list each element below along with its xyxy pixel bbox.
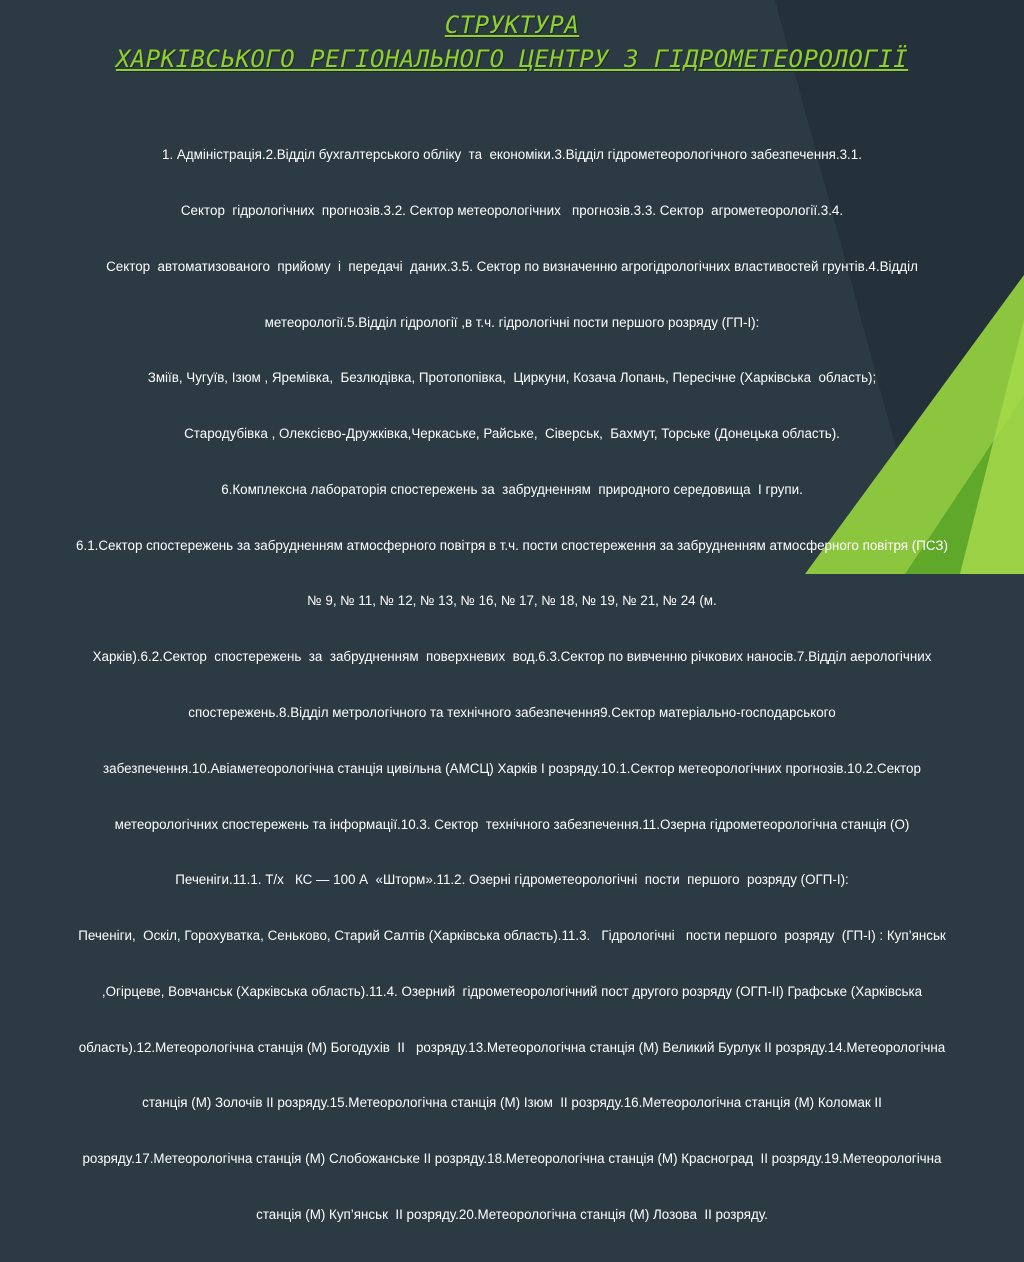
body-line-6: Стародубівка , Олексієво-Дружківка,Черкаське, Райське, Сіверськ, Бахмут, Торське (Донецька область). xyxy=(184,426,840,442)
body-line-5: Зміїв, Чугуїв, Ізюм , Яремівка, Безлюдівка, Протопопівка, Циркуни, Козача Лопань, Пересічне (Харківська область); xyxy=(147,370,877,386)
body-line-14: Печеніги.11.1. Т/х КС — 100 А «Шторм».11.2. Озерні гідрометеорологічні пости першого розряду (ОГП-І): xyxy=(175,872,849,888)
body-line-1: 1. Адміністрація.2.Відділ бухгалтерського обліку та економіки.3.Відділ гідрометеорологічного забезпечення.3.1. xyxy=(162,147,862,163)
structure-text xyxy=(4,109,1020,1262)
body-line-16: ,Огірцеве, Вовчанськ (Харківська область).11.4. Озерний гідрометеорологічний пост другого розряду (ОГП-ІІ) Графське (Харківська xyxy=(101,983,923,999)
body-line-19: розряду.17.Метеорологічна станція (М) Слобожанське ІІ розряду.18.Метеорологічна станція (М) Красноград ІІ розряду.19.Метеорологічна xyxy=(82,1151,942,1167)
body-line-10: Харків).6.2.Сектор спостережень за забрудненням поверхневих вод.6.3.Сектор по вивченню річкових наносів.7.Відділ аерологічних xyxy=(92,649,932,665)
slide-title xyxy=(40,8,984,76)
body-line-2: Сектор гідрологічних прогнозів.3.2. Сектор метеорологічних прогнозів.3.3. Сектор агрометеорології.3.4. xyxy=(180,202,844,218)
body-line-15: Печеніги, Оскіл, Горохуватка, Сеньково, Старий Салтів (Харківська область).11.3. Гідрологічні пости першого розряду (ГП-І) : Куп’янськ xyxy=(78,928,946,944)
body-line-8: 6.1.Сектор спостережень за забрудненням атмосферного повітря в т.ч. пости спостереження за забрудненням атмосферного повітря (ПСЗ) xyxy=(76,537,948,553)
body-line-7: 6.Комплексна лабораторія спостережень за забрудненням природного середовища І групи. xyxy=(221,481,803,497)
body-line-11: спостережень.8.Відділ метрологічного та технічного забезпечення9.Сектор матеріально-господарського xyxy=(188,705,836,720)
body-line-4: метеорології.5.Відділ гідрології ,в т.ч. гідрологічні пости першого розряду (ГП-І): xyxy=(264,314,760,330)
title-line-1: СТРУКТУРА xyxy=(444,11,580,39)
title-line-2: ХАРКІВСЬКОГО РЕГІОНАЛЬНОГО ЦЕНТРУ З ГІДРОМЕТЕОРОЛОГІЇ xyxy=(115,45,909,73)
body-line-18: станція (М) Золочів ІІ розряду.15.Метеорологічна станція (М) Ізюм ІІ розряду.16.Метеорологічна станція (М) Коломак ІІ xyxy=(142,1095,882,1111)
body-line-17: область).12.Метеорологічна станція (М) Богодухів ІІ розряду.13.Метеорологічна станція (М) Великий Бурлук ІІ розряду.14.Метеорологічна xyxy=(78,1039,946,1055)
body-line-3: Сектор автоматизованого прийому і передачі даних.3.5. Сектор по визначенню агрогідрологічних властивостей грунтів.4.Відділ xyxy=(106,258,918,274)
body-line-12: забезпечення.10.Авіаметеорологічна станція цивільна (АМСЦ) Харків І розряду.10.1.Сектор метеорологічних прогнозів.10.2.Сектор xyxy=(103,760,921,776)
body-line-9: № 9, № 11, № 12, № 13, № 16, № 17, № 18, № 19, № 21, № 24 (м. xyxy=(307,593,717,609)
body-line-20: станція (М) Куп’янськ ІІ розряду.20.Метеорологічна станція (М) Лозова ІІ розряду. xyxy=(256,1207,768,1223)
body-line-13: метеорологічних спостережень та інформації.10.3. Сектор технічного забезпечення.11.Озерна гідрометеорологічна станція (О) xyxy=(114,816,910,832)
